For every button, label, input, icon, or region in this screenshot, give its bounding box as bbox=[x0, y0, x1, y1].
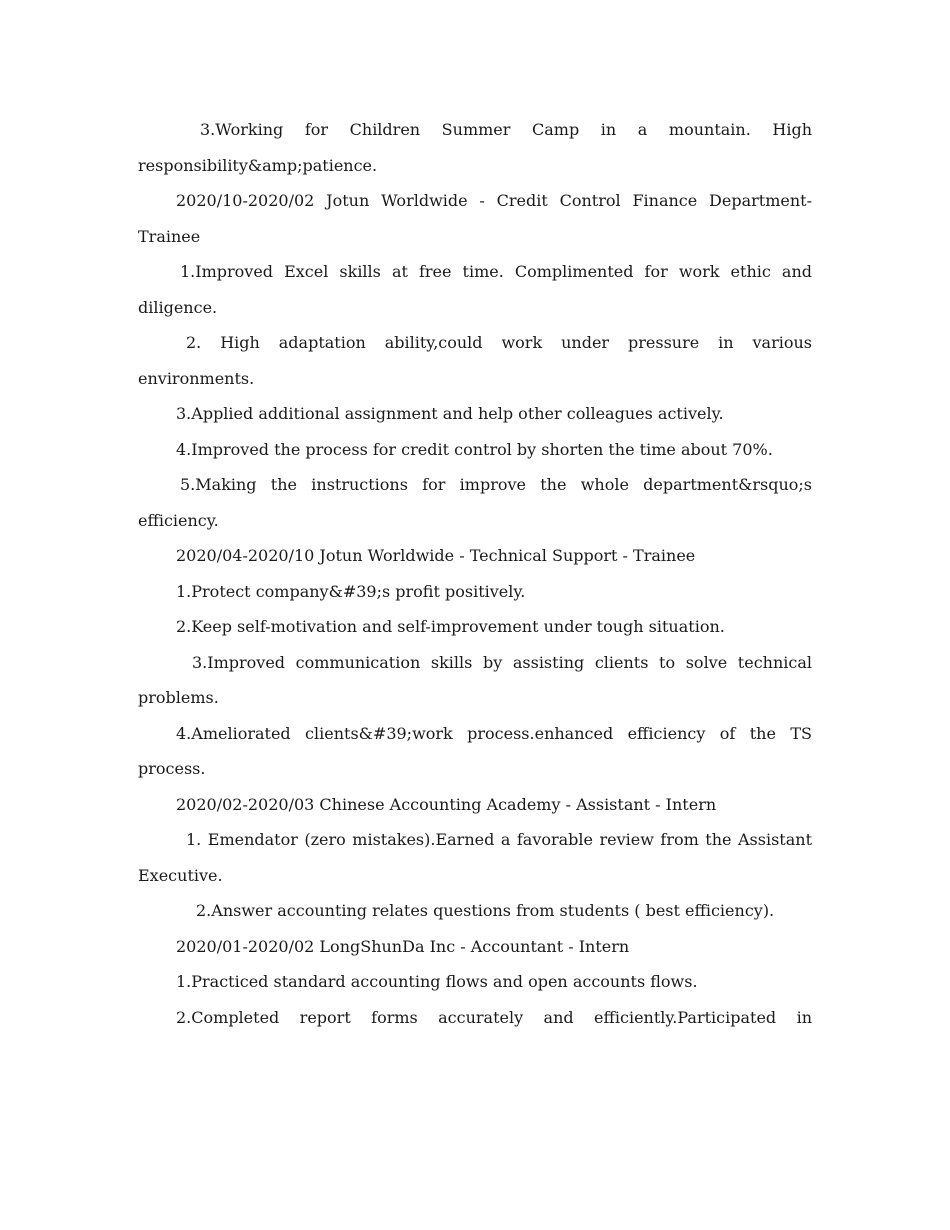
paragraph-additional-assignment: 3.Applied additional assignment and help other colleagues actively. bbox=[176, 404, 724, 423]
paragraph-report-forms: 2.Completed report forms accurately and efficiently.Participated in bbox=[176, 1007, 812, 1027]
paragraph-excel-skills: 1.Improved Excel skills at free time. Complimented for work ethic and diligence. bbox=[138, 262, 812, 317]
paragraph-instructions: 5.Making the instructions for improve the whole department&rsquo;s efficiency. bbox=[138, 475, 812, 530]
paragraph-accounting-academy-heading: 2020/02-2020/03 Chinese Accounting Academy - Assistant - Intern bbox=[176, 794, 717, 814]
paragraph-self-motivation: 2.Keep self-motivation and self-improvement under tough situation. bbox=[176, 617, 725, 636]
paragraph-summer-camp: 3.Working for Children Summer Camp in a mountain. High responsibility&amp;patience. bbox=[138, 120, 812, 175]
document-body bbox=[138, 112, 812, 1035]
paragraph-answer-questions: 2.Answer accounting relates questions from students ( best efficiency). bbox=[196, 901, 775, 920]
paragraph-accounting-flows: 1.Practiced standard accounting flows and open accounts flows. bbox=[176, 972, 698, 991]
paragraph-adaptation: 2. High adaptation ability,could work under pressure in various environments. bbox=[138, 333, 812, 388]
paragraph-protect-profit: 1.Protect company&#39;s profit positively. bbox=[176, 581, 526, 601]
paragraph-emendator: 1. Emendator (zero mistakes).Earned a favorable review from the Assistant Executive. bbox=[138, 830, 812, 885]
paragraph-longshunda-heading: 2020/01-2020/02 LongShunDa Inc - Accountant - Intern bbox=[176, 936, 630, 956]
paragraph-jotun-credit-control-heading: 2020/10-2020/02 Jotun Worldwide - Credit Control Finance Department-Trainee bbox=[138, 191, 812, 246]
paragraph-communication-skills: 3.Improved communication skills by assisting clients to solve technical problems. bbox=[138, 652, 812, 707]
paragraph-credit-process: 4.Improved the process for credit control by shorten the time about 70%. bbox=[176, 439, 773, 459]
paragraph-jotun-technical-support-heading: 2020/04-2020/10 Jotun Worldwide - Technical Support - Trainee bbox=[176, 546, 696, 565]
paragraph-ameliorated-process: 4.Ameliorated clients&#39;work process.enhanced efficiency of the TS process. bbox=[138, 723, 812, 778]
